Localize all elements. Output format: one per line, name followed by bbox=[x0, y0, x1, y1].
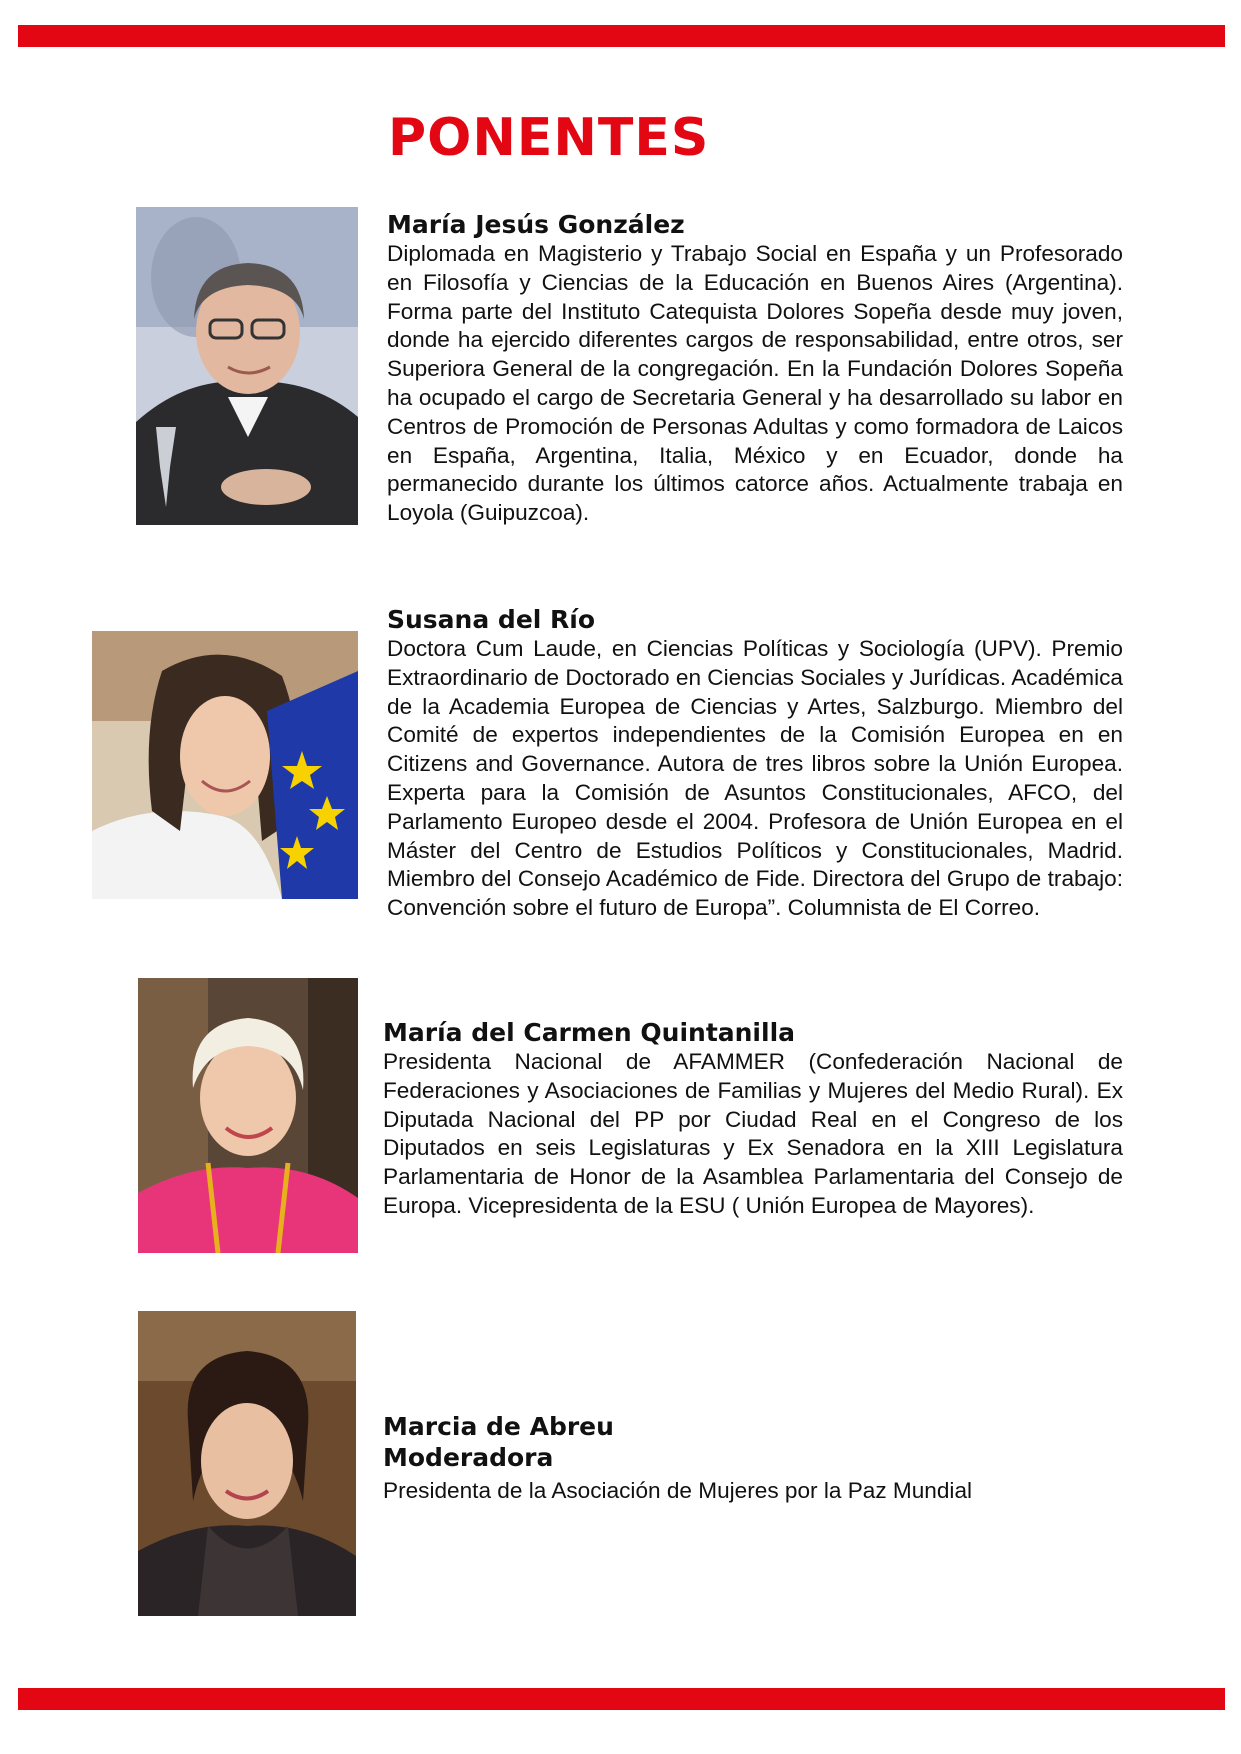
speaker-name: Marcia de Abreu bbox=[383, 1412, 614, 1441]
page-title: PONENTES bbox=[388, 108, 710, 168]
speaker-bio: Doctora Cum Laude, en Ciencias Políticas y Sociología (UPV). Premio Extraordinario de Doctorado en Ciencias Sociales y Jurídicas. Académica de la Academia Europea de Ciencias y Artes, Salzburgo. Miembro del Comité de expertos independientes de la Comisión Europea en en Citizens and Governance. Autora de tres libros sobre la Unión Europea. Experta para la Comisión de Asuntos Constitucionales, AFCO, del Parlamento Europeo desde el 2004. Profesora de Unión Europea en el Máster del Centro de Estudios Políticos y Constitucionales, Madrid. Miembro del Consejo Académico de Fide. Directora del Grupo de trabajo: Convención sobre el futuro de Europa”. Columnista de El Correo. bbox=[387, 636, 1123, 921]
speaker-role: Moderadora bbox=[383, 1443, 554, 1472]
speaker-photo-susana-del-rio bbox=[92, 631, 358, 899]
speaker-bio: Diplomada en Magisterio y Trabajo Social en España y un Profesorado en Filosofía y Ciencias de la Educación en Buenos Aires (Argentina). Forma parte del Instituto Catequista Dolores Sopeña desde muy joven, donde ha ejercido diferentes cargos de responsabilidad, entre otros, ser Superiora General de la congregación. En la Fundación Dolores Sopeña ha ocupado el cargo de Secretaria General y ha desarrollado su labor en Centros de Promoción de Personas Adultas y como formadora de Laicos en España, Argentina, Italia, México y en Ecuador, donde ha permanecido durante los últimos catorce años. Actualmente trabaja en Loyola (Guipuzcoa). bbox=[387, 241, 1123, 526]
speaker-block bbox=[387, 209, 1123, 528]
portrait-photo-icon bbox=[136, 207, 358, 525]
speaker-bio: Presidenta Nacional de AFAMMER (Confederación Nacional de Federaciones y Asociaciones de Familias y Mujeres del Medio Rural). Ex Diputada Nacional del PP por Ciudad Real en el Congreso de los Diputados en seis Legislaturas y Ex Senadora en la XIII Legislatura Parlamentaria de Honor de la Asamblea Parlamentaria del Consejo de Europa. Vicepresidenta de la ESU ( Unión Europea de Mayores). bbox=[383, 1049, 1123, 1218]
speaker-photo-marcia-de-abreu bbox=[138, 1311, 356, 1616]
speaker-name: María Jesús González bbox=[387, 210, 685, 239]
speaker-name: María del Carmen Quintanilla bbox=[383, 1018, 796, 1047]
speaker-photo-maria-jesus-gonzalez bbox=[136, 207, 358, 525]
speaker-block bbox=[383, 1411, 1123, 1506]
portrait-photo-icon bbox=[138, 978, 358, 1253]
bottom-red-bar bbox=[18, 1688, 1225, 1710]
speaker-block bbox=[387, 604, 1123, 923]
portrait-photo-icon bbox=[138, 1311, 356, 1616]
speaker-name: Susana del Río bbox=[387, 605, 596, 634]
speaker-bio: Presidenta de la Asociación de Mujeres por la Paz Mundial bbox=[383, 1478, 973, 1503]
speaker-photo-maria-del-carmen-quintanilla bbox=[138, 978, 358, 1253]
top-red-bar bbox=[18, 25, 1225, 47]
speaker-block bbox=[383, 1017, 1123, 1221]
portrait-photo-icon bbox=[92, 631, 358, 899]
